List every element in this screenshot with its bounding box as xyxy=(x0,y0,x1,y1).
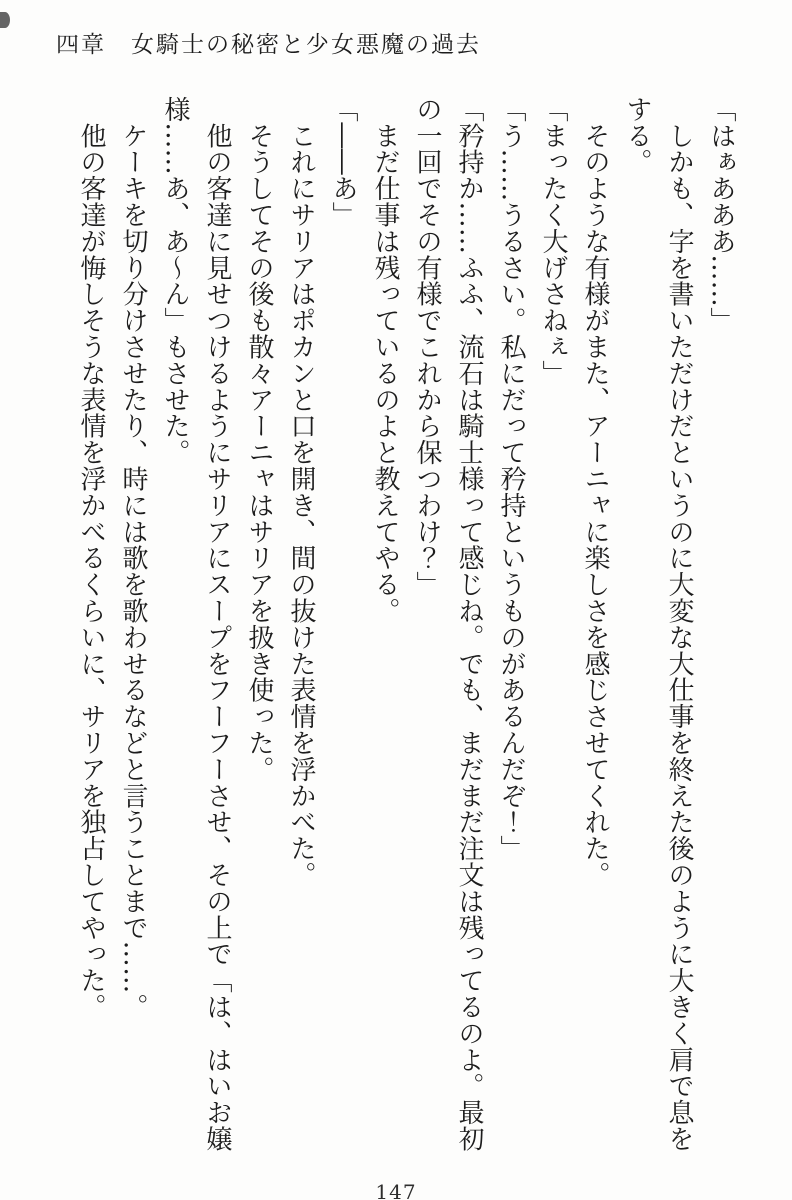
text-line: 「う……うるさい。私にだって矜持というものがあるんだぞ！」 xyxy=(496,96,526,862)
page-number: 147 xyxy=(375,1180,417,1200)
text-line: 他の客達が悔しそうな表情を浮かべるくらいに、サリアを独占してやった。 xyxy=(76,96,106,1020)
text-line: しかも、字を書いただけだというのに大変な大仕事を終えた後のように大きく肩で息を xyxy=(664,96,694,1152)
text-line: 様……あ、あ〜ん」もさせた。 xyxy=(160,96,190,466)
body-text xyxy=(70,96,742,1156)
text-line: まだ仕事は残っているのよと教えてやる。 xyxy=(370,96,400,624)
text-line: する。 xyxy=(622,96,652,176)
scan-artifact xyxy=(0,12,10,28)
text-line: そのような有様がまた、アーニャに楽しさを感じさせてくれた。 xyxy=(580,96,610,888)
text-line: 「まったく大げさねぇ」 xyxy=(538,96,568,387)
text-line: そうしてその後も散々アーニャはサリアを扱き使った。 xyxy=(244,96,274,783)
text-line: これにサリアはポカンと口を開き、間の抜けた表情を浮かべた。 xyxy=(286,96,316,888)
text-line: の一回でその有様でこれから保つわけ？」 xyxy=(412,96,442,598)
text-line: ケーキを切り分けさせたり、時には歌を歌わせるなどと言うことまで……。 xyxy=(118,96,148,1020)
chapter-header: 四章 女騎士の秘密と少女悪魔の過去 xyxy=(56,32,481,58)
text-line: 「矜持か……ふふ、流石は騎士様って感じね。でも、まだまだ注文は残ってるのよ。最初 xyxy=(454,96,484,1152)
text-line: 他の客達に見せつけるようにサリアにスープをフーフーさせ、その上で「は、はいお嬢 xyxy=(202,96,232,1152)
text-line: 「はぁあああ……」 xyxy=(706,96,736,334)
text-line: 「――あ」 xyxy=(328,96,358,228)
